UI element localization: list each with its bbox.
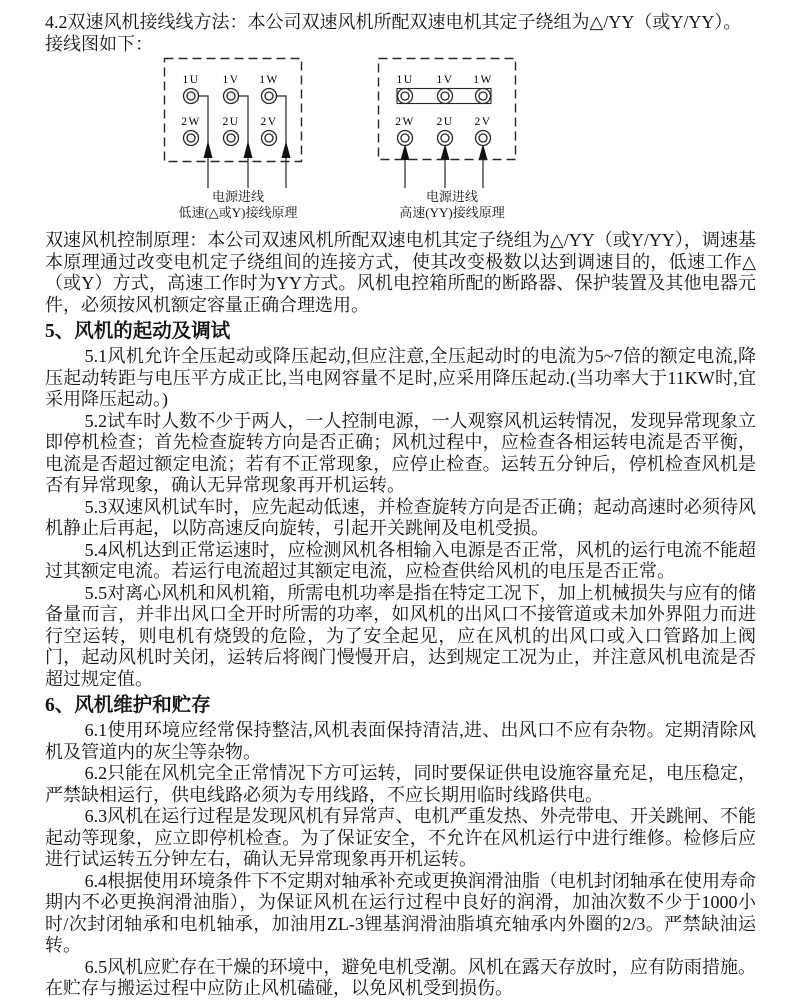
terminal-label: 1U [396,74,414,86]
paragraph-4-2: 4.2双速风机接线线方法：本公司双速风机所配双速电机其定子绕组为△/YY（或Y/YY）。 [45,12,742,32]
wire-phase-v [239,96,249,188]
paragraph-6-4: 6.4根据使用环境条件下不定期对轴承补充或更换润滑油脂（电机封闭轴承在使用寿命期内不必更换润滑油脂），为保证风机在运行过程中良好的润滑，加油次数不少于1000小时/次封闭轴承和电机轴承，加油用ZL-3锂基润滑油脂填充轴承内外圈的2/3。严禁缺油运转。 [45,870,756,955]
paragraph-5-2: 5.2试车时人数不少于两人，一人控制电源，一人观察风机运转情况，发现异常现象立即停机检查；首先检查旋转方向是否正确；风机过程中，应检查各相运转电流是否平衡，电流是否超过额定电流；若有不正常现象，应停止检查。运转五分钟后，停机检查风机是否有异常现象，确认无异常现象再开机运转。 [45,410,756,495]
terminal-label: 2V [260,116,278,128]
terminal-icon [401,92,409,100]
terminal-icon [227,92,235,100]
terminal-icon [441,92,449,100]
paragraph-6-1: 6.1使用环境应经常保持整洁,风机表面保持清洁,进、出风口不应有杂物。定期清除风机及管道内的灰尘等杂物。 [45,720,756,762]
caption-line: 电源进线 [425,189,478,204]
paragraph-5-4: 5.4风机达到正常运速时，应检测风机各相输入电源是否正常，风机的运行电流不能超过其额定电流。若运行电流超过其额定电流，应检查供给风机的电压是否正常。 [45,539,756,581]
power-arrow-icon [204,141,213,158]
high-speed-wiring-diagram [377,57,527,221]
power-arrow-icon [441,144,450,160]
high-speed-caption [352,189,552,221]
terminal-label: 1V [222,74,240,86]
paragraph-6-5: 6.5风机应贮存在干燥的环境中，避免电机受潮。风机在露天存放时，应有防雨措施。在贮存与搬运过程中应防止风机磕碰，以免风机受到损伤。 [45,956,756,998]
section-heading: 5、风机的起动及调试 [45,321,231,342]
terminal-label: 1V [436,74,454,86]
terminal-label: 2W [181,116,201,128]
caption-line: 电源进线 [211,189,264,204]
wire-phase-w [277,96,287,188]
control-principle-paragraph: 双速风机控制原理：本公司双速风机所配双速电机其定子绕组为△/YY（或Y/YY），调速基本原理通过改变电机定子绕组间的连接方式，使其改变极数以达到调速目的，低速工作△（或Y）方式，高速工作时为YY方式。风机电控箱所配的断路器、保护装置及其他电器元件，必须按风机额定容量正确合理选用。 [45,230,756,315]
terminal-icon [187,92,195,100]
section-maintenance-and-storage [45,694,756,1000]
paragraph-6-3: 6.3风机在运行过程是发现风机有异常声、电机严重发热、外壳带电、开关跳闸、不能起动等现象，应立即停机检查。为了保证安全，不允许在风机运行中进行维修。检修后应进行试运转五分钟左右，确认无异常现象再开机运转。 [45,806,756,869]
wiring-diagrams [45,57,756,221]
terminal-label: 2U [436,116,454,128]
power-arrow-icon [244,141,253,158]
terminal-icon [479,92,487,100]
diagram-note: 接线图如下： [45,33,153,54]
wire-phase-u [199,96,209,188]
terminal-icon [441,134,449,142]
power-arrow-icon [401,144,410,160]
high-speed-diagram-svg [377,57,527,189]
terminal-icon [401,134,409,142]
caption-line: 低速(△或Y)接线原理 [178,205,298,220]
low-speed-caption [138,189,338,221]
terminal-label: 2W [395,116,415,128]
terminal-icon [227,134,235,142]
paragraph-6-2: 6.2只能在风机完全正常情况下方可运转，同时要保证供电设施容量充足，电压稳定，严禁缺相运行，供电线路必须为专用线路，不应长期用临时线路供电。 [45,763,756,805]
low-speed-wiring-diagram [163,57,313,221]
terminal-label: 2V [474,116,492,128]
terminal-label: 1W [473,74,493,86]
section-startup-and-commissioning [45,320,756,690]
paragraph-5-1: 5.1风机允许全压起动或降压起动,但应注意,全压起动时的电流为5~7倍的额定电流,降压起动转距与电压平方成正比,当电网容量不足时,应采用降压起动.(当功率大于11KW时,宜采用降压起动。) [45,346,756,409]
power-arrow-icon [282,141,291,158]
low-speed-diagram-svg [163,57,313,189]
terminal-label: 2U [222,116,240,128]
power-arrow-icon [479,144,488,160]
caption-line: 高速(YY)接线原理 [399,205,505,220]
terminal-icon [479,134,487,142]
terminal-icon [265,92,273,100]
terminal-label: 1W [259,74,279,86]
paragraph-5-3: 5.3双速风机试车时，应先起动低速，并检查旋转方向是否正确；起动高速时必须待风机静止后再起，以防高速反向旋转，引起开关跳闸及电机受损。 [45,496,756,538]
terminal-icon [265,134,273,142]
terminal-label: 1U [182,74,200,86]
section-heading: 6、风机维护和贮存 [45,695,211,716]
terminal-icon [187,134,195,142]
paragraph-5-5: 5.5对离心风机和风机箱，所需电机功率是指在特定工况下，加上机械损失与应有的储备量而言，并非出风口全开时所需的功率，如风机的出风口不接管道或未加外界阻力而进行空运转，则电机有烧毁的危险，为了安全起见，应在风机的出风口或入口管路加上阀门，起动风机时关闭，运转后将阀门慢慢开启，达到规定工况为止，并注意风机电流是否超过规定值。 [45,582,756,689]
